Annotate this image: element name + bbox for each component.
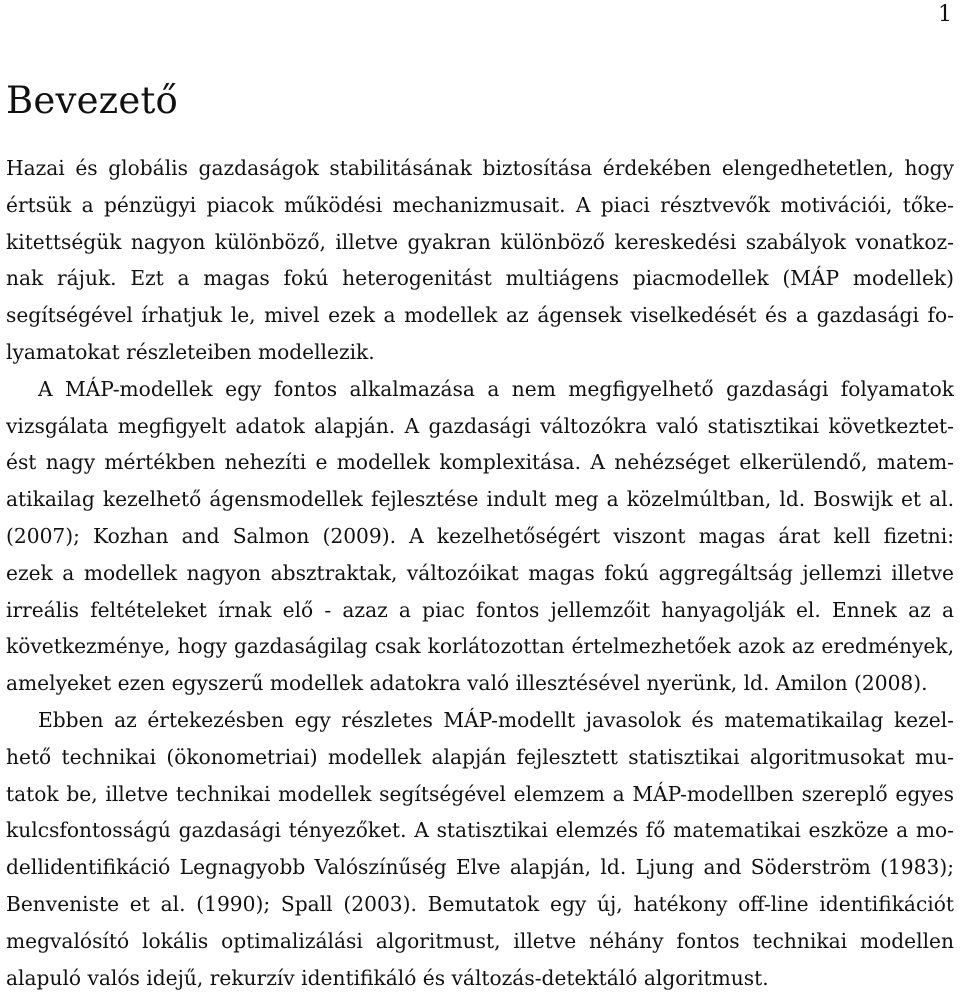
text-line: nak rájuk. Ezt a magas fokú heterogenitást multiágens piacmodellek (MÁP modellek) xyxy=(6,266,954,291)
text-line: Benveniste et al. (1990); Spall (2003). Bemutatok egy új, hatékony off-line identifikációt xyxy=(6,891,954,916)
text-line: ést nagy mértékben nehezíti e modellek komplexitása. A nehézséget elkerülendő, matem- xyxy=(6,450,954,475)
paragraph-3 xyxy=(6,702,954,996)
text-line: megvalósító lokális optimalizálási algoritmust, illetve néhány fontos technikai modellen xyxy=(6,928,954,953)
text-line: ezek a modellek nagyon absztraktak, változóikat magas fokú aggregáltság jellemzi illetve xyxy=(6,560,954,585)
text-line: Hazai és globális gazdaságok stabilitásának biztosítása érdekében elengedhetetlen, hogy xyxy=(6,156,954,180)
text-line: vizsgálata megfigyelt adatok alapján. A gazdasági változókra való statisztikai következtet- xyxy=(6,413,954,438)
paragraph-2 xyxy=(6,371,954,702)
text-line: Ebben az értekezésben egy részletes MÁP-modellt javasolok és matematikailag kezel- xyxy=(38,707,954,732)
text-line: értsük a pénzügyi piacok működési mechanizmusait. A piaci résztvevők motivációi, tőke- xyxy=(6,192,954,217)
text-line: kulcsfontosságú gazdasági tényezőket. A statisztikai elemzés fő matematikai eszköze a mo- xyxy=(6,818,954,843)
paragraph-1 xyxy=(6,150,954,371)
text-line: tatok be, illetve technikai modellek segítségével elemzem a MÁP-modellben szereplő egyes xyxy=(6,781,954,806)
text-line: (2007); Kozhan and Salmon (2009). A kezelhetőségért viszont magas árat kell fizetni: xyxy=(6,523,954,548)
text-line: alapuló valós idejű, rekurzív identifikáló és változás-detektáló algoritmust. xyxy=(6,965,769,990)
text-line: lyamatokat részleteiben modellezik. xyxy=(6,339,375,364)
text-line: dellidentifikáció Legnagyobb Valószínűség Elve alapján, ld. Ljung and Söderström (1983); xyxy=(6,855,954,880)
text-line: A MÁP-modellek egy fontos alkalmazása a nem megfigyelhető gazdasági folyamatok xyxy=(38,376,954,401)
text-line: hető technikai (ökonometriai) modellek alapján fejlesztett statisztikai algoritmusokat mu- xyxy=(6,744,954,769)
text-line: következménye, hogy gazdaságilag csak korlátozottan értelmezhetőek azok az eredmények, xyxy=(6,634,954,659)
text-line: irreális feltételeket írnak elő - azaz a piac fontos jellemzőit hanyagolják el. Ennek az a xyxy=(6,597,954,622)
text-line: atikailag kezelhető ágensmodellek fejlesztése indult meg a közelmúltban, ld. Boswijk et al. xyxy=(6,487,954,512)
text-line: segítségével írhatjuk le, mivel ezek a modellek az ágensek viselkedését és a gazdasági fo- xyxy=(6,303,954,328)
page-number: 1 xyxy=(938,2,952,27)
body-text xyxy=(6,150,954,996)
text-line: kitettségük nagyon különböző, illetve gyakran különböző kereskedési szabályok vonatkoz- xyxy=(6,229,954,254)
text-line: amelyeket ezen egyszerű modellek adatokra való illesztésével nyerünk, ld. Amilon (2008). xyxy=(6,671,928,696)
page-title: Bevezető xyxy=(6,79,179,122)
